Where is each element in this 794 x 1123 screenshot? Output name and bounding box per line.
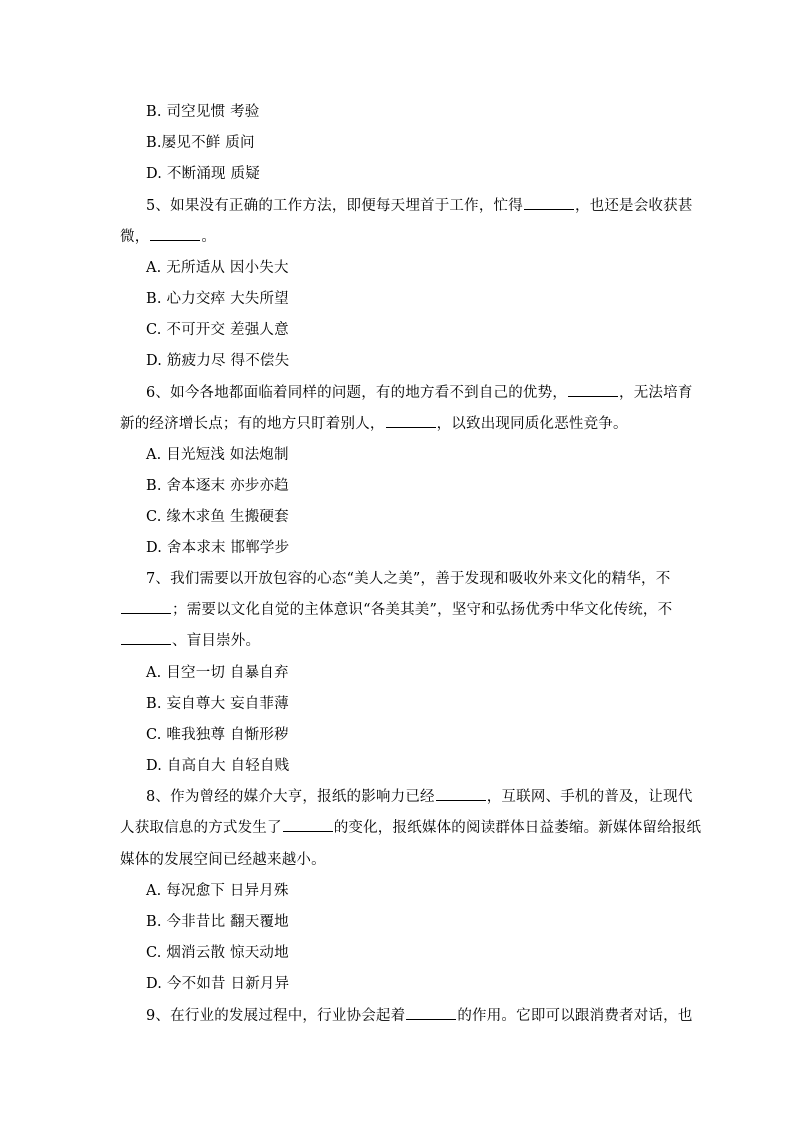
q8-text-b: ，互联网、手机的普及，让现代: [486, 789, 693, 805]
q7-option-b: B. 妄自尊大 妄自菲薄: [146, 696, 289, 712]
answer-blank: [121, 632, 171, 645]
q5-text-c: 微，: [120, 229, 150, 245]
q5-option-b: B. 心力交瘁 大失所望: [146, 291, 289, 307]
q7-text-d: 、盲目崇外。: [172, 633, 261, 649]
q5-text-b: ，也还是会收获甚: [574, 198, 693, 214]
answer-blank: [524, 197, 574, 210]
q8-text-d: 的变化，报纸媒体的阅读群体日益萎缩。新媒体留给报纸: [333, 820, 702, 836]
q7-stem-line3: [120, 632, 260, 650]
q6-option-a: A. 目光短浅 如法炮制: [146, 447, 289, 463]
q6-text-a: 6、如今各地都面临着同样的问题，有的地方看不到自己的优势，: [146, 385, 568, 401]
q7-stem-line1: 7、我们需要以开放包容的心态“美人之美”，善于发现和吸收外来文化的精华，不: [146, 571, 671, 587]
q9-text-b: 的作用。它即可以跟消费者对话，也: [457, 1008, 693, 1024]
q7-text-b: ；需要以文化自觉的主体意识“各美其美”，坚守和弘扬优秀中华文化传统，不: [172, 602, 673, 618]
q8-option-c: C. 烟消云散 惊天动地: [146, 945, 289, 961]
q5-text-d: 。: [201, 229, 217, 245]
answer-blank: [121, 601, 171, 614]
q5-option-d: D. 筋疲力尽 得不偿失: [146, 353, 290, 369]
q8-stem-line2: [120, 819, 701, 837]
option-b2-prev: B.屡见不鲜 质问: [146, 135, 255, 151]
q7-option-d: D. 自高自大 自轻自贱: [146, 758, 290, 774]
q5-stem-line2: [120, 228, 216, 246]
q6-option-c: C. 缘木求鱼 生搬硬套: [146, 509, 289, 525]
q9-stem-line1: [146, 1007, 693, 1025]
q6-stem-line1: [146, 384, 693, 402]
q6-option-d: D. 舍本求末 邯郸学步: [146, 540, 290, 556]
q8-option-a: A. 每况愈下 日异月殊: [146, 883, 289, 899]
answer-blank: [386, 415, 436, 428]
q5-option-a: A. 无所适从 因小失大: [146, 260, 289, 276]
q6-stem-line2: [120, 415, 628, 433]
q6-text-b: ，无法培育: [619, 385, 693, 401]
answer-blank: [283, 819, 333, 832]
q7-stem-line2: [120, 601, 672, 619]
q5-text-a: 5、如果没有正确的工作方法，即便每天埋首于工作，忙得: [146, 198, 523, 214]
q6-option-b: B. 舍本逐末 亦步亦趋: [146, 478, 289, 494]
answer-blank: [436, 788, 486, 801]
q8-text-a: 8、作为曾经的媒介大亨，报纸的影响力已经: [146, 789, 435, 805]
q8-text-c: 人获取信息的方式发生了: [120, 820, 282, 836]
answer-blank: [150, 228, 200, 241]
q7-option-c: C. 唯我独尊 自惭形秽: [146, 727, 289, 743]
option-d-prev: D. 不断涌现 质疑: [146, 166, 260, 182]
q7-option-a: A. 目空一切 自暴自弃: [146, 665, 289, 681]
q6-text-c: 新的经济增长点；有的地方只盯着别人，: [120, 416, 385, 432]
q5-stem-line1: [146, 197, 693, 215]
q5-option-c: C. 不可开交 差强人意: [146, 322, 289, 338]
q8-stem-line3: 媒体的发展空间已经越来越小。: [120, 852, 326, 868]
q8-stem-line1: [146, 788, 693, 806]
option-b-prev: B. 司空见惯 考验: [146, 104, 260, 120]
q6-text-d: ，以致出现同质化恶性竞争。: [436, 416, 628, 432]
q8-option-d: D. 今不如昔 日新月异: [146, 976, 290, 992]
q9-text-a: 9、在行业的发展过程中，行业协会起着: [146, 1008, 406, 1024]
q8-option-b: B. 今非昔比 翻天覆地: [146, 914, 289, 930]
answer-blank: [406, 1007, 456, 1020]
answer-blank: [568, 384, 618, 397]
